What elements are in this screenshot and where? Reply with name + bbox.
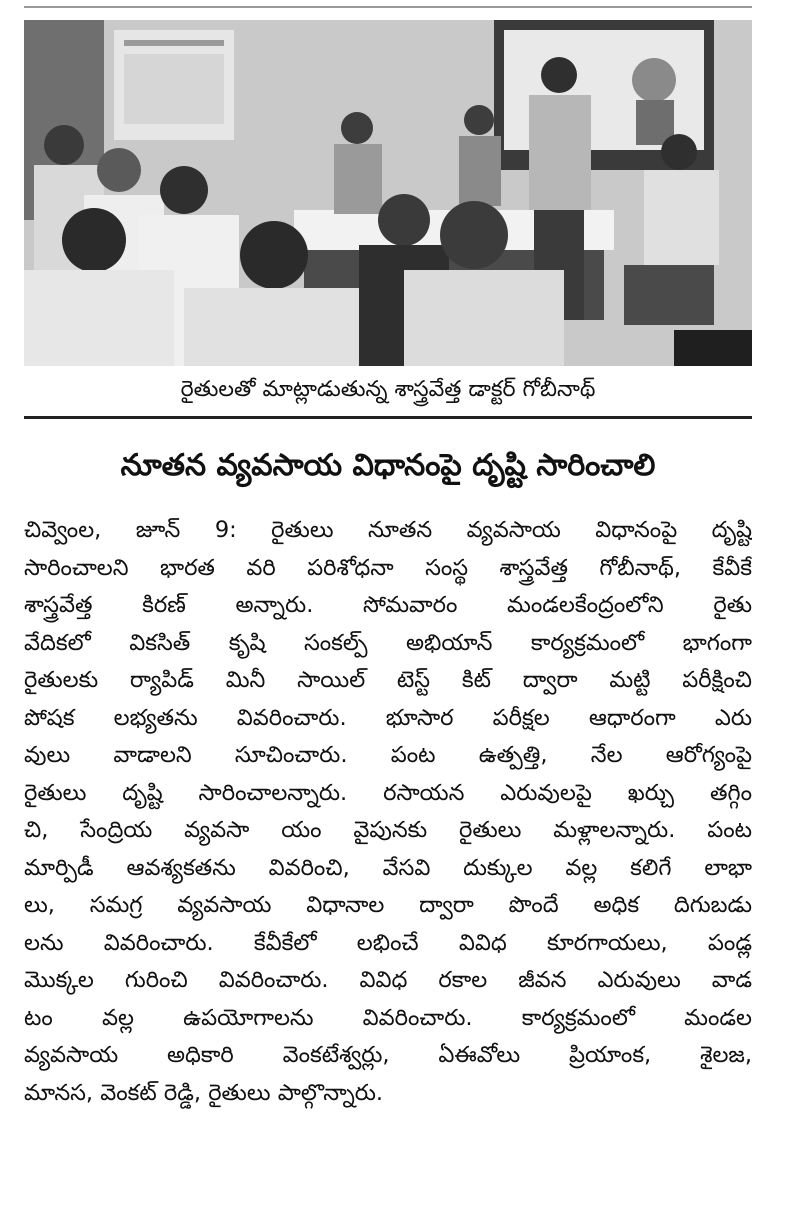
article-line: మానస, వెంకట్ రెడ్డి, రైతులు పాల్గొన్నారు.: [24, 1079, 384, 1106]
article-line: చివ్వెంల, జూన్ 9: రైతులు నూతన వ్యవసాయ విధానంపై దృష్టి: [24, 517, 752, 543]
article-line: లను వివరించారు. కేవీకేలో లభించే వివిధ కూరగాయలు, పండ్ల: [24, 929, 752, 956]
caption-divider: [24, 416, 752, 419]
headline: నూతన వ్యవసాయ విధానంపై దృష్టి సారించాలి: [120, 448, 656, 483]
article-line: పోషక లభ్యతను వివరించారు. భూసార పరీక్షల ఆధారంగా ఎరు: [24, 704, 752, 731]
article-line: లు, సమగ్ర వ్యవసాయ విధానాల ద్వారా పొందే అధిక దిగుబడు: [24, 892, 752, 918]
article-line: చి, సేంద్రియ వ్యవసా యం వైపునకు రైతులు మళ్లాలన్నారు. పంట: [24, 817, 752, 843]
article-line: వేదికలో వికసిత్ కృషి సంకల్ప్ అభియాన్ కార్యక్రమంలో భాగంగా: [24, 629, 752, 656]
article-line: సారించాలని భారత వరి పరిశోధనా సంస్థ శాస్త్రవేత్త గోబీనాథ్, కేవీకే: [24, 554, 752, 581]
article-line: మార్పిడీ ఆవశ్యకతను వివరించి, వేసవి దుక్కుల వల్ల కలిగే లాభా: [24, 854, 752, 881]
news-photo: [24, 20, 752, 366]
article-line: శాస్త్రవేత్త కిరణ్ అన్నారు. సోమవారం మండలకేంద్రంలోని రైతు: [24, 592, 752, 618]
article-line: రైతులకు ర్యాపిడ్ మినీ సాయిల్ టెస్ట్ కిట్ ద్వారా మట్టి పరీక్షించి: [24, 667, 752, 693]
article-line: మొక్కల గురించి వివరించారు. వివిధ రకాల జీవన ఎరువులు వాడ: [24, 967, 752, 993]
photo-caption: రైతులతో మాట్లాడుతున్న శాస్త్రవేత్త డాక్టర్ గోబీనాథ్: [180, 377, 596, 402]
article-line: రైతులు దృష్టి సారించాలన్నారు. రసాయన ఎరువులపై ఖర్చు తగ్గిం: [24, 779, 752, 806]
article-line: వ్యవసాయ అధికారి వెంకటేశ్వర్లు, ఏఈవోలు ప్రియాంక, శైలజ,: [24, 1042, 752, 1068]
article-line: వులు వాడాలని సూచించారు. పంట ఉత్పత్తి, నేల ఆరోగ్యంపై: [24, 742, 752, 768]
article-body: [24, 512, 752, 1202]
top-rule: [24, 6, 752, 8]
article-line: టం వల్ల ఉపయోగాలను వివరించారు. కార్యక్రమంలో మండల: [24, 1004, 752, 1031]
photo-of-meeting-icon: [24, 20, 752, 366]
